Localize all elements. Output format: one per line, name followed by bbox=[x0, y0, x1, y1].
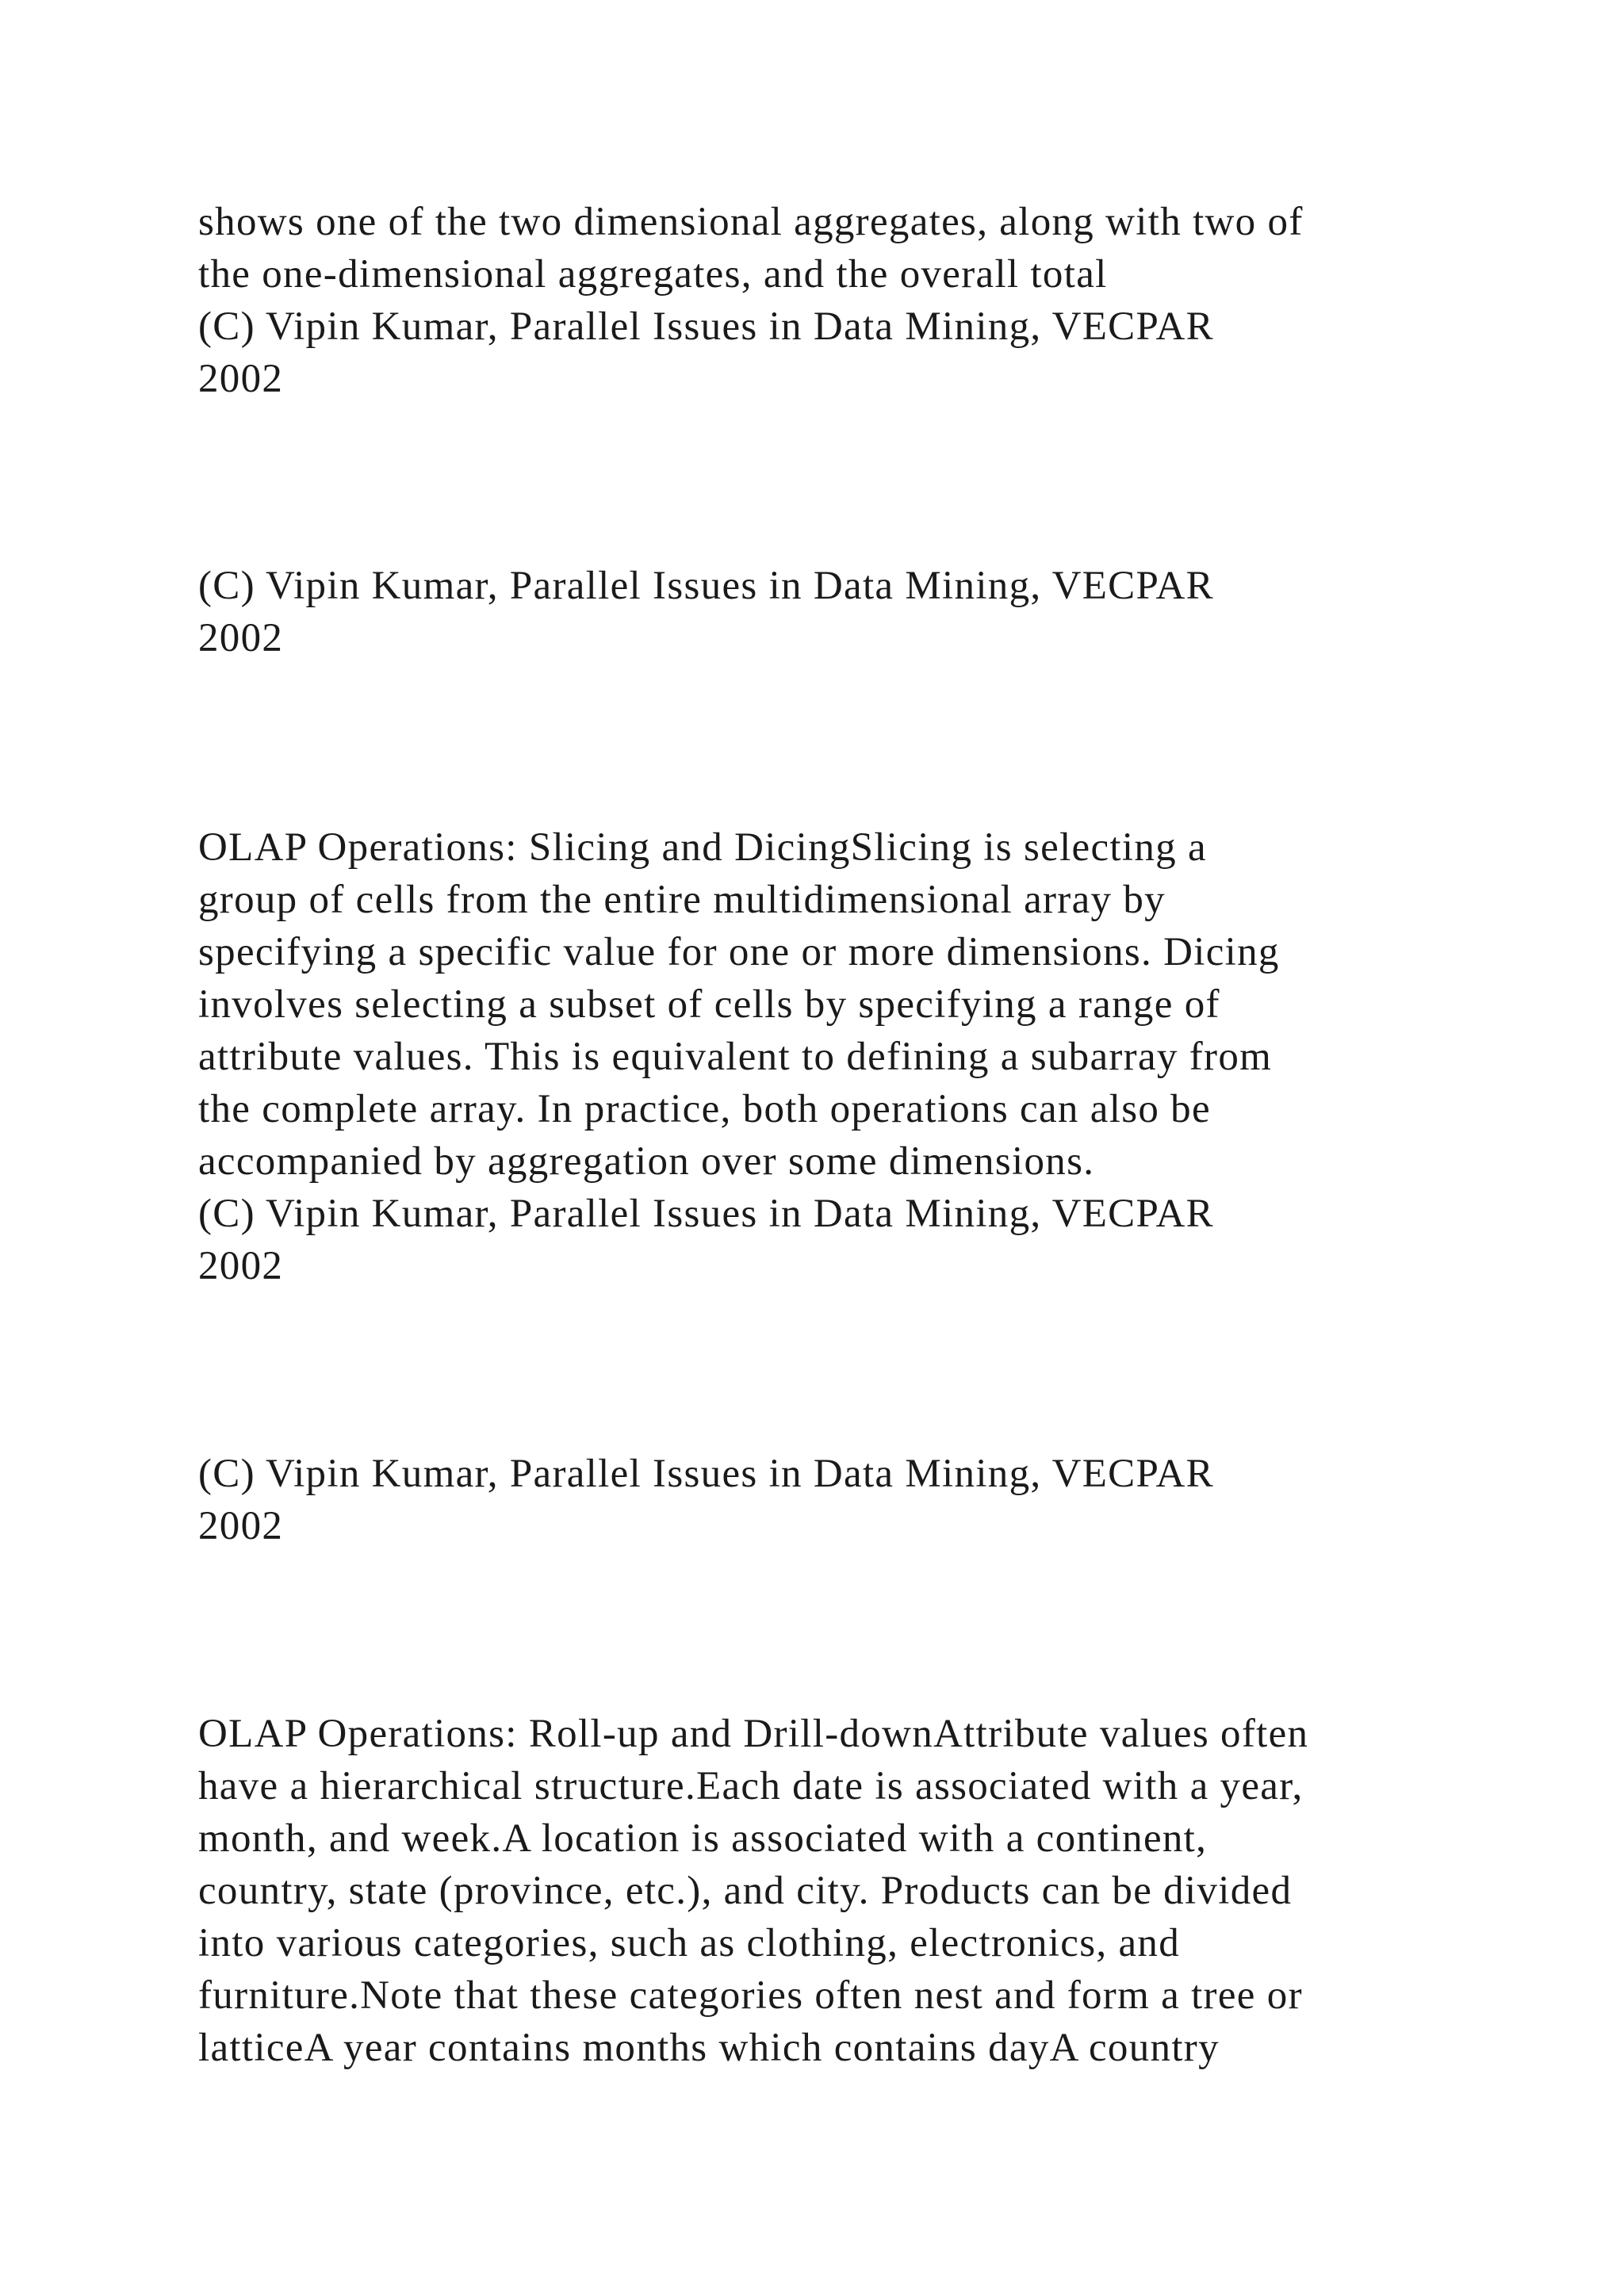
citation-block bbox=[198, 560, 1467, 664]
text-line: specifying a specific value for one or more dimensions. Dicing bbox=[198, 930, 1280, 974]
text-block-slicing-dicing bbox=[198, 821, 1467, 1292]
text-line: furniture.Note that these categories often nest and form a tree or bbox=[198, 1973, 1303, 2018]
citation-line: (C) Vipin Kumar, Parallel Issues in Data Mining, VECPAR bbox=[198, 1452, 1214, 1496]
text-line: the complete array. In practice, both operations can also be bbox=[198, 1087, 1211, 1131]
text-line: country, state (province, etc.), and city. Products can be divided bbox=[198, 1869, 1293, 1913]
citation-year: 2002 bbox=[198, 1504, 284, 1548]
text-line: OLAP Operations: Slicing and DicingSlicing is selecting a bbox=[198, 825, 1207, 870]
citation-year: 2002 bbox=[198, 616, 284, 660]
citation-block bbox=[198, 1448, 1467, 1552]
text-line: involves selecting a subset of cells by specifying a range of bbox=[198, 982, 1220, 1027]
text-line: group of cells from the entire multidimensional array by bbox=[198, 878, 1166, 922]
text-line: the one-dimensional aggregates, and the overall total bbox=[198, 252, 1108, 297]
text-line: OLAP Operations: Roll-up and Drill-downAttribute values often bbox=[198, 1712, 1309, 1756]
citation-line: (C) Vipin Kumar, Parallel Issues in Data Mining, VECPAR bbox=[198, 304, 1214, 349]
text-block-aggregates bbox=[198, 196, 1467, 405]
citation-line: (C) Vipin Kumar, Parallel Issues in Data Mining, VECPAR bbox=[198, 564, 1214, 608]
text-line: have a hierarchical structure.Each date is associated with a year, bbox=[198, 1764, 1304, 1808]
citation-year: 2002 bbox=[198, 1244, 284, 1288]
text-line: shows one of the two dimensional aggregates, along with two of bbox=[198, 200, 1304, 244]
citation-year: 2002 bbox=[198, 357, 284, 401]
text-line: accompanied by aggregation over some dimensions. bbox=[198, 1139, 1095, 1184]
text-line: month, and week.A location is associated with a continent, bbox=[198, 1816, 1208, 1861]
text-block-rollup-drilldown bbox=[198, 1708, 1467, 2074]
text-line: into various categories, such as clothing, electronics, and bbox=[198, 1921, 1181, 1965]
text-line: attribute values. This is equivalent to defining a subarray from bbox=[198, 1035, 1273, 1079]
citation-line: (C) Vipin Kumar, Parallel Issues in Data Mining, VECPAR bbox=[198, 1192, 1214, 1236]
text-line: latticeA year contains months which contains dayA country bbox=[198, 2026, 1220, 2070]
